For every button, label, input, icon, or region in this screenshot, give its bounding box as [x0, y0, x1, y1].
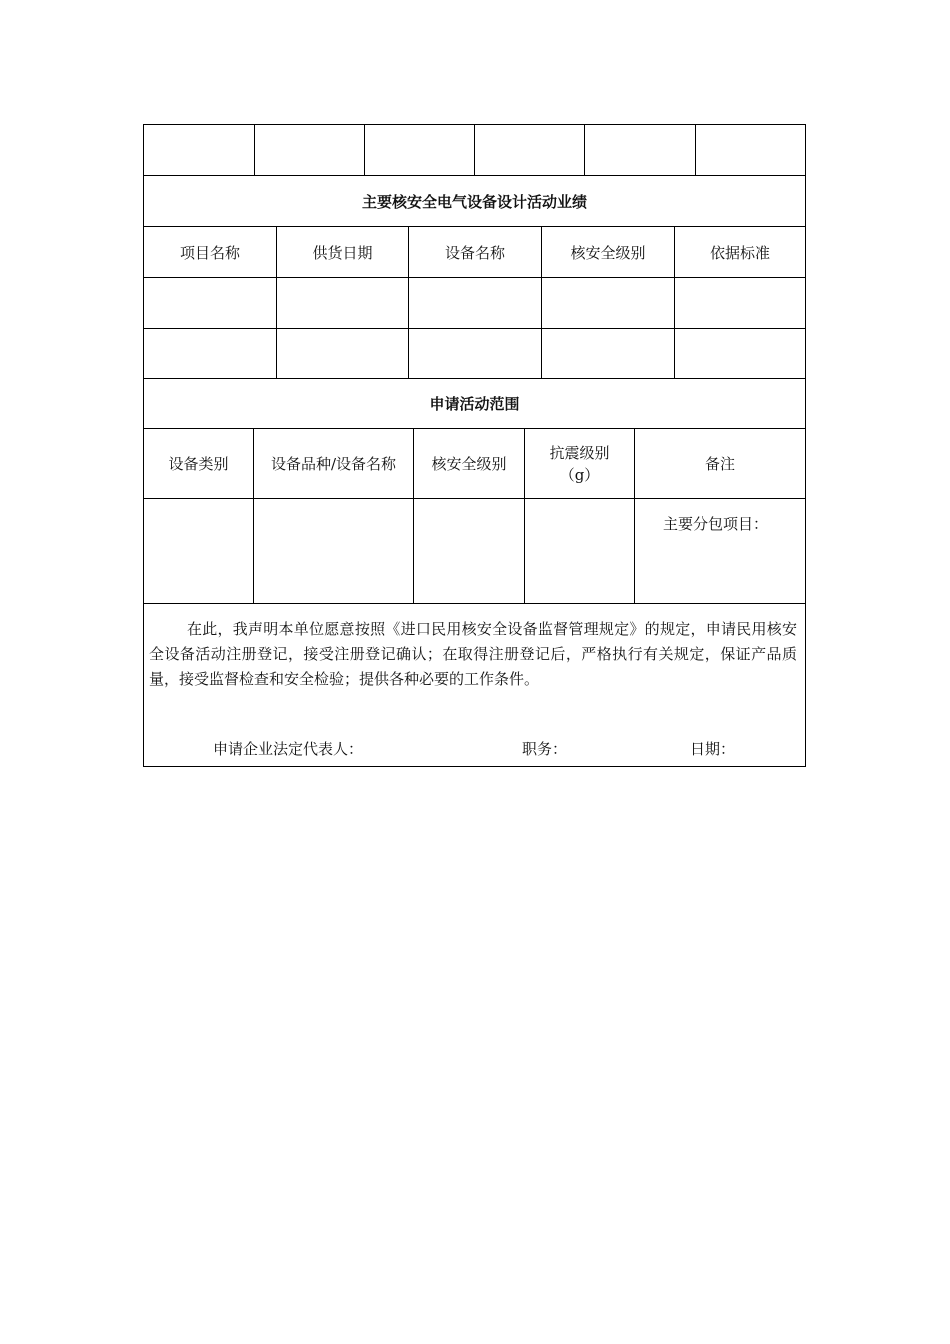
- performance-data-row: [144, 329, 805, 379]
- empty-cell[interactable]: [475, 125, 585, 175]
- scope-data-row: [144, 499, 805, 604]
- header-supply-date: 供货日期: [277, 227, 409, 277]
- data-cell[interactable]: [144, 278, 277, 328]
- data-cell[interactable]: [409, 278, 542, 328]
- header-seismic-class: [525, 429, 635, 498]
- empty-cell[interactable]: [365, 125, 475, 175]
- empty-cell[interactable]: [696, 125, 805, 175]
- data-cell[interactable]: [414, 499, 525, 603]
- data-cell[interactable]: [277, 278, 409, 328]
- seismic-class-label: 抗震级别: [549, 443, 610, 462]
- header-equipment-name: 设备名称: [409, 227, 542, 277]
- header-project-name: 项目名称: [144, 227, 277, 277]
- header-standard: 依据标准: [709, 243, 770, 262]
- header-scope-safety-class: 核安全级别: [414, 429, 525, 498]
- subcontract-cell[interactable]: [635, 499, 805, 603]
- empty-cell[interactable]: [144, 125, 255, 175]
- performance-data-row: [144, 278, 805, 329]
- data-cell[interactable]: [542, 329, 675, 378]
- header-safety-class: 核安全级别: [542, 227, 675, 277]
- declaration-text: 在此，我声明本单位愿意按照《进口民用核安全设备监督管理规定》的规定，申请民用核安全设备活动注册登记，接受注册登记确认；在取得注册登记后，严格执行有关规定，保证产品质量，接受监督检查和安全检验；提供各种必要的工作条件。: [149, 620, 797, 688]
- representative-label: 申请企业法定代表人：: [213, 740, 364, 758]
- data-cell[interactable]: [144, 329, 277, 378]
- data-cell[interactable]: [542, 278, 675, 328]
- declaration-section: [144, 604, 805, 766]
- scope-header-row: [144, 429, 805, 499]
- header-equipment-variety: 设备品种/设备名称: [254, 429, 414, 498]
- data-cell[interactable]: [525, 499, 635, 603]
- empty-cell[interactable]: [255, 125, 365, 175]
- performance-title-row: [144, 176, 805, 227]
- data-cell[interactable]: [409, 329, 542, 378]
- data-cell[interactable]: [144, 499, 254, 603]
- data-cell[interactable]: [675, 329, 805, 378]
- header-remarks: 备注: [704, 455, 735, 473]
- position-label: 职务：: [522, 740, 568, 758]
- scope-section-title: 申请活动范围: [429, 395, 520, 413]
- scope-title-row: [144, 379, 805, 429]
- data-cell[interactable]: [277, 329, 409, 378]
- data-cell[interactable]: [254, 499, 414, 603]
- performance-section-title: 主要核安全电气设备设计活动业绩: [361, 192, 587, 211]
- subcontract-label: 主要分包项目：: [663, 515, 769, 533]
- data-cell[interactable]: [675, 278, 805, 328]
- seismic-unit-label: （g）: [559, 465, 600, 484]
- application-form-table: [143, 124, 806, 767]
- empty-cell[interactable]: [585, 125, 696, 175]
- performance-header-row: [144, 227, 805, 278]
- date-label: 日期：: [690, 740, 736, 758]
- header-equipment-category: 设备类别: [144, 429, 254, 498]
- top-empty-row: [144, 125, 805, 176]
